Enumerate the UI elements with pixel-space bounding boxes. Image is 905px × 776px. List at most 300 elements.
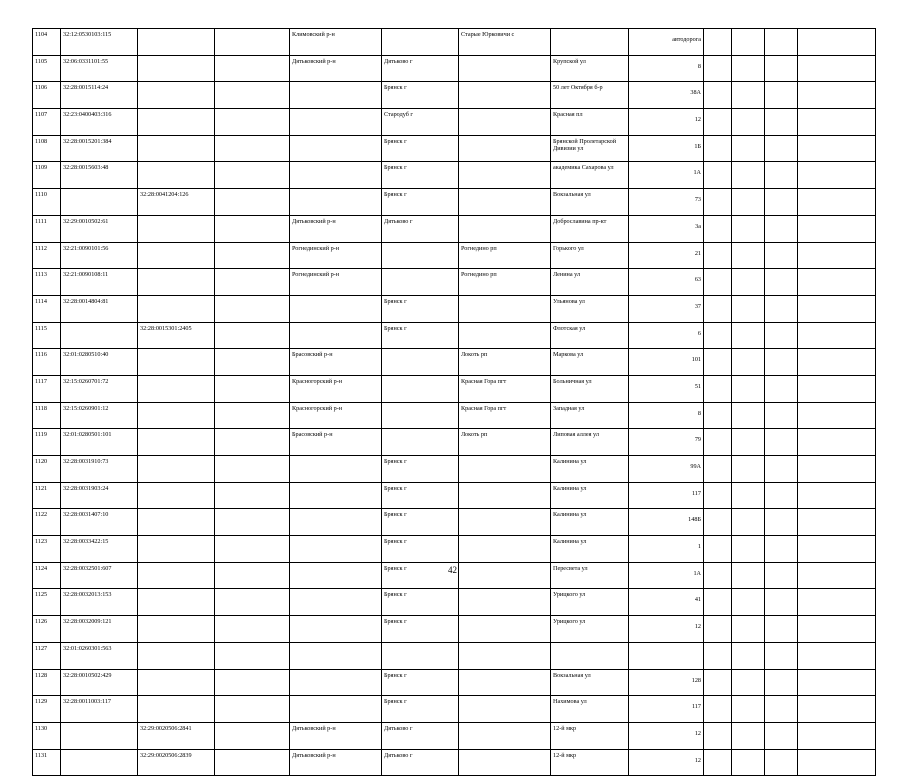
street-cell: Липовая аллея ул (551, 429, 629, 456)
street-cell (551, 29, 629, 56)
city-cell: Брянск г (382, 456, 459, 483)
city-cell (382, 349, 459, 376)
empty-cell (765, 429, 798, 456)
empty-cell (732, 82, 765, 109)
row-number-cell: 1108 (33, 135, 61, 162)
cadastral-number-2-cell: 32:28:0041204:126 (138, 189, 215, 216)
empty-cell (215, 429, 290, 456)
street-cell: Калинина ул (551, 482, 629, 509)
city-cell: Стародуб г (382, 109, 459, 136)
settlement-cell: Рогнедино рп (459, 242, 551, 269)
cadastral-number-cell: 32:28:0015114:24 (61, 82, 138, 109)
empty-cell (798, 696, 876, 723)
empty-cell (765, 509, 798, 536)
cadastral-number-cell: 32:23:0400403:316 (61, 109, 138, 136)
empty-cell (704, 269, 732, 296)
cadastral-number-2-cell (138, 162, 215, 189)
cadastral-number-2-cell (138, 29, 215, 56)
empty-cell (215, 536, 290, 563)
empty-cell (704, 536, 732, 563)
row-number-cell: 1123 (33, 536, 61, 563)
street-cell: Доброславина пр-кт (551, 215, 629, 242)
empty-cell (215, 135, 290, 162)
street-cell: 12-й мкр (551, 749, 629, 776)
empty-cell (765, 589, 798, 616)
empty-cell (732, 322, 765, 349)
cadastral-number-2-cell (138, 589, 215, 616)
row-number-cell: 1116 (33, 349, 61, 376)
cadastral-number-cell: 32:28:0015201:384 (61, 135, 138, 162)
empty-cell (732, 402, 765, 429)
empty-cell (765, 135, 798, 162)
table-row (33, 295, 876, 322)
empty-cell (215, 722, 290, 749)
street-cell: Горького ул (551, 242, 629, 269)
row-number-cell: 1106 (33, 82, 61, 109)
empty-cell (798, 162, 876, 189)
district-cell: Дятьковский р-н (290, 749, 382, 776)
row-number-cell: 1121 (33, 482, 61, 509)
district-cell (290, 135, 382, 162)
city-cell: Дятьково г (382, 749, 459, 776)
empty-cell (704, 135, 732, 162)
street-cell: Калинина ул (551, 456, 629, 483)
table-row (33, 456, 876, 483)
empty-cell (704, 669, 732, 696)
row-number-cell: 1111 (33, 215, 61, 242)
settlement-cell: Старые Юрковичи с (459, 29, 551, 56)
empty-cell (215, 669, 290, 696)
empty-cell (798, 215, 876, 242)
empty-cell (215, 482, 290, 509)
empty-cell (732, 55, 765, 82)
city-cell: Брянск г (382, 189, 459, 216)
house-cell: 1А (629, 562, 704, 589)
street-cell: Маркова ул (551, 349, 629, 376)
table-row (33, 696, 876, 723)
settlement-cell (459, 135, 551, 162)
cadastral-number-cell: 32:21:0090101:56 (61, 242, 138, 269)
house-cell: 6 (629, 322, 704, 349)
empty-cell (732, 509, 765, 536)
district-cell (290, 322, 382, 349)
city-cell: Дятьково г (382, 722, 459, 749)
cadastral-number-2-cell (138, 135, 215, 162)
street-cell: Флотская ул (551, 322, 629, 349)
empty-cell (215, 322, 290, 349)
house-cell: 1А (629, 162, 704, 189)
empty-cell (732, 295, 765, 322)
street-cell: Вокзальная ул (551, 669, 629, 696)
empty-cell (732, 482, 765, 509)
cadastral-number-cell: 32:01:0280501:101 (61, 429, 138, 456)
cadastral-number-cell: 32:28:0031407:10 (61, 509, 138, 536)
settlement-cell: Красная Гора пгт (459, 402, 551, 429)
street-cell: Ульянова ул (551, 295, 629, 322)
cadastral-number-cell: 32:28:0011003:117 (61, 696, 138, 723)
empty-cell (704, 295, 732, 322)
cadastral-number-cell: 32:28:0010502:429 (61, 669, 138, 696)
city-cell (382, 375, 459, 402)
empty-cell (704, 482, 732, 509)
table-row (33, 589, 876, 616)
city-cell: Брянск г (382, 509, 459, 536)
house-cell: 99А (629, 456, 704, 483)
row-number-cell: 1130 (33, 722, 61, 749)
settlement-cell: Локоть рп (459, 349, 551, 376)
empty-cell (765, 722, 798, 749)
house-cell: 128 (629, 669, 704, 696)
row-number-cell: 1105 (33, 55, 61, 82)
table-row (33, 616, 876, 643)
street-cell: 12-й мкр (551, 722, 629, 749)
cadastral-number-cell: 32:15:0260701:72 (61, 375, 138, 402)
city-cell: Брянск г (382, 482, 459, 509)
empty-cell (765, 482, 798, 509)
house-cell: 21 (629, 242, 704, 269)
empty-cell (798, 55, 876, 82)
cadastral-number-2-cell (138, 109, 215, 136)
empty-cell (215, 82, 290, 109)
city-cell: Дятьково г (382, 215, 459, 242)
settlement-cell (459, 589, 551, 616)
empty-cell (704, 616, 732, 643)
district-cell: Брасовский р-н (290, 429, 382, 456)
cadastral-number-cell: 32:28:0032501:607 (61, 562, 138, 589)
district-cell (290, 109, 382, 136)
empty-cell (765, 642, 798, 669)
table-row (33, 509, 876, 536)
house-cell: 51 (629, 375, 704, 402)
empty-cell (765, 55, 798, 82)
empty-cell (704, 55, 732, 82)
empty-cell (704, 429, 732, 456)
house-cell: 79 (629, 429, 704, 456)
empty-cell (215, 215, 290, 242)
settlement-cell (459, 722, 551, 749)
empty-cell (732, 109, 765, 136)
empty-cell (765, 162, 798, 189)
settlement-cell (459, 162, 551, 189)
table-row (33, 669, 876, 696)
empty-cell (704, 456, 732, 483)
empty-cell (798, 749, 876, 776)
empty-cell (798, 295, 876, 322)
empty-cell (798, 402, 876, 429)
street-cell: Ленина ул (551, 269, 629, 296)
empty-cell (732, 135, 765, 162)
cadastral-number-cell (61, 749, 138, 776)
city-cell: Брянск г (382, 536, 459, 563)
empty-cell (798, 82, 876, 109)
row-number-cell: 1120 (33, 456, 61, 483)
cadastral-number-2-cell (138, 215, 215, 242)
cadastral-number-cell: 32:01:0260301:563 (61, 642, 138, 669)
city-cell: Брянск г (382, 295, 459, 322)
city-cell: Брянск г (382, 162, 459, 189)
empty-cell (704, 589, 732, 616)
settlement-cell (459, 616, 551, 643)
house-cell: 117 (629, 696, 704, 723)
house-cell: 41 (629, 589, 704, 616)
house-cell: 12 (629, 722, 704, 749)
district-cell (290, 669, 382, 696)
empty-cell (798, 349, 876, 376)
settlement-cell (459, 109, 551, 136)
empty-cell (798, 722, 876, 749)
row-number-cell: 1131 (33, 749, 61, 776)
cadastral-number-cell: 32:28:0031910:73 (61, 456, 138, 483)
district-cell (290, 482, 382, 509)
empty-cell (732, 722, 765, 749)
empty-cell (215, 642, 290, 669)
empty-cell (798, 589, 876, 616)
empty-cell (215, 295, 290, 322)
empty-cell (732, 589, 765, 616)
city-cell (382, 242, 459, 269)
house-cell: 63 (629, 269, 704, 296)
cadastral-number-2-cell: 32:29:0020506:2839 (138, 749, 215, 776)
row-number-cell: 1119 (33, 429, 61, 456)
empty-cell (798, 375, 876, 402)
empty-cell (704, 322, 732, 349)
cadastral-number-2-cell (138, 669, 215, 696)
empty-cell (704, 242, 732, 269)
district-cell (290, 82, 382, 109)
row-number-cell: 1124 (33, 562, 61, 589)
street-cell: Калинина ул (551, 509, 629, 536)
empty-cell (704, 215, 732, 242)
house-cell: 1 (629, 536, 704, 563)
cadastral-number-cell: 32:28:0032009:121 (61, 616, 138, 643)
empty-cell (215, 162, 290, 189)
empty-cell (798, 269, 876, 296)
row-number-cell: 1114 (33, 295, 61, 322)
empty-cell (215, 402, 290, 429)
house-cell: 12 (629, 749, 704, 776)
row-number-cell: 1118 (33, 402, 61, 429)
district-cell: Климовский р-н (290, 29, 382, 56)
empty-cell (765, 616, 798, 643)
page-number: 42 (448, 565, 457, 575)
empty-cell (215, 456, 290, 483)
house-cell: 8 (629, 402, 704, 429)
street-cell: Брянской Пролетарской Дивизии ул (551, 135, 629, 162)
empty-cell (704, 29, 732, 56)
settlement-cell (459, 642, 551, 669)
empty-cell (215, 696, 290, 723)
empty-cell (765, 456, 798, 483)
house-cell: 37 (629, 295, 704, 322)
district-cell: Дятьковский р-н (290, 55, 382, 82)
empty-cell (732, 189, 765, 216)
house-cell: 12 (629, 109, 704, 136)
city-cell: Брянск г (382, 669, 459, 696)
table-row (33, 189, 876, 216)
street-cell: Урицкого ул (551, 616, 629, 643)
house-cell: 73 (629, 189, 704, 216)
house-cell: 101 (629, 349, 704, 376)
table-body (33, 29, 876, 776)
city-cell: Брянск г (382, 589, 459, 616)
empty-cell (704, 349, 732, 376)
table-row (33, 215, 876, 242)
city-cell: Брянск г (382, 562, 459, 589)
street-cell: Крупской ул (551, 55, 629, 82)
cadastral-number-2-cell (138, 536, 215, 563)
street-cell: Больничная ул (551, 375, 629, 402)
table-row (33, 29, 876, 56)
row-number-cell: 1104 (33, 29, 61, 56)
empty-cell (215, 589, 290, 616)
row-number-cell: 1107 (33, 109, 61, 136)
table-row (33, 322, 876, 349)
table-row (33, 482, 876, 509)
settlement-cell: Рогнедино рп (459, 269, 551, 296)
cadastral-number-cell: 32:21:0090108:11 (61, 269, 138, 296)
row-number-cell: 1115 (33, 322, 61, 349)
district-cell: Дятьковский р-н (290, 215, 382, 242)
district-cell: Рогнединский р-н (290, 242, 382, 269)
cadastral-number-cell: 32:12:0530103:115 (61, 29, 138, 56)
street-cell: академика Сахарова ул (551, 162, 629, 189)
empty-cell (798, 429, 876, 456)
cadastral-number-2-cell (138, 696, 215, 723)
empty-cell (704, 162, 732, 189)
empty-cell (732, 696, 765, 723)
cadastral-number-cell (61, 189, 138, 216)
property-register-table (32, 28, 876, 776)
row-number-cell: 1113 (33, 269, 61, 296)
empty-cell (215, 375, 290, 402)
empty-cell (765, 669, 798, 696)
city-cell: Брянск г (382, 82, 459, 109)
empty-cell (765, 215, 798, 242)
table-row (33, 109, 876, 136)
cadastral-number-2-cell (138, 242, 215, 269)
table-row (33, 722, 876, 749)
district-cell: Брасовский р-н (290, 349, 382, 376)
empty-cell (215, 109, 290, 136)
house-cell: 12 (629, 616, 704, 643)
empty-cell (704, 375, 732, 402)
city-cell (382, 29, 459, 56)
settlement-cell (459, 322, 551, 349)
table-row (33, 269, 876, 296)
table-row (33, 349, 876, 376)
empty-cell (798, 322, 876, 349)
street-cell: Нахимова ул (551, 696, 629, 723)
settlement-cell (459, 536, 551, 563)
cadastral-number-2-cell (138, 402, 215, 429)
cadastral-number-cell: 32:28:0015603:48 (61, 162, 138, 189)
empty-cell (798, 536, 876, 563)
cadastral-number-2-cell (138, 295, 215, 322)
row-number-cell: 1117 (33, 375, 61, 402)
empty-cell (732, 616, 765, 643)
cadastral-number-2-cell: 32:29:0020506:2841 (138, 722, 215, 749)
settlement-cell (459, 215, 551, 242)
table-row (33, 162, 876, 189)
empty-cell (765, 536, 798, 563)
empty-cell (704, 82, 732, 109)
empty-cell (215, 242, 290, 269)
empty-cell (732, 375, 765, 402)
settlement-cell (459, 82, 551, 109)
city-cell (382, 429, 459, 456)
house-cell: 1Б (629, 135, 704, 162)
cadastral-number-2-cell: 32:28:0015301:2405 (138, 322, 215, 349)
empty-cell (798, 642, 876, 669)
empty-cell (798, 29, 876, 56)
empty-cell (798, 509, 876, 536)
empty-cell (704, 722, 732, 749)
settlement-cell (459, 295, 551, 322)
empty-cell (215, 349, 290, 376)
street-cell: Калинина ул (551, 536, 629, 563)
row-number-cell: 1112 (33, 242, 61, 269)
house-cell: автодорога (629, 29, 704, 56)
empty-cell (215, 269, 290, 296)
street-cell: Красная пл (551, 109, 629, 136)
settlement-cell (459, 456, 551, 483)
cadastral-number-2-cell (138, 616, 215, 643)
table-row (33, 82, 876, 109)
settlement-cell (459, 189, 551, 216)
cadastral-number-cell: 32:06:0331101:55 (61, 55, 138, 82)
house-cell: 117 (629, 482, 704, 509)
district-cell: Дятьковский р-н (290, 722, 382, 749)
district-cell (290, 642, 382, 669)
cadastral-number-2-cell (138, 456, 215, 483)
empty-cell (732, 669, 765, 696)
city-cell: Брянск г (382, 696, 459, 723)
row-number-cell: 1127 (33, 642, 61, 669)
row-number-cell: 1122 (33, 509, 61, 536)
district-cell (290, 536, 382, 563)
house-cell (629, 642, 704, 669)
empty-cell (798, 482, 876, 509)
empty-cell (732, 349, 765, 376)
city-cell: Брянск г (382, 616, 459, 643)
table-row (33, 375, 876, 402)
empty-cell (704, 509, 732, 536)
cadastral-number-cell: 32:15:0260901:12 (61, 402, 138, 429)
district-cell (290, 696, 382, 723)
empty-cell (798, 616, 876, 643)
cadastral-number-cell: 32:28:0031903:24 (61, 482, 138, 509)
cadastral-number-cell: 32:29:0010502:61 (61, 215, 138, 242)
cadastral-number-2-cell (138, 55, 215, 82)
empty-cell (798, 242, 876, 269)
table-row (33, 536, 876, 563)
cadastral-number-cell: 32:01:0280510:40 (61, 349, 138, 376)
city-cell: Дятьково г (382, 55, 459, 82)
empty-cell (704, 749, 732, 776)
cadastral-number-2-cell (138, 349, 215, 376)
cadastral-number-2-cell (138, 509, 215, 536)
empty-cell (732, 642, 765, 669)
empty-cell (732, 242, 765, 269)
row-number-cell: 1109 (33, 162, 61, 189)
city-cell (382, 402, 459, 429)
row-number-cell: 1129 (33, 696, 61, 723)
house-cell: 38А (629, 82, 704, 109)
cadastral-number-2-cell (138, 375, 215, 402)
table-row (33, 429, 876, 456)
empty-cell (732, 749, 765, 776)
house-cell: 3а (629, 215, 704, 242)
